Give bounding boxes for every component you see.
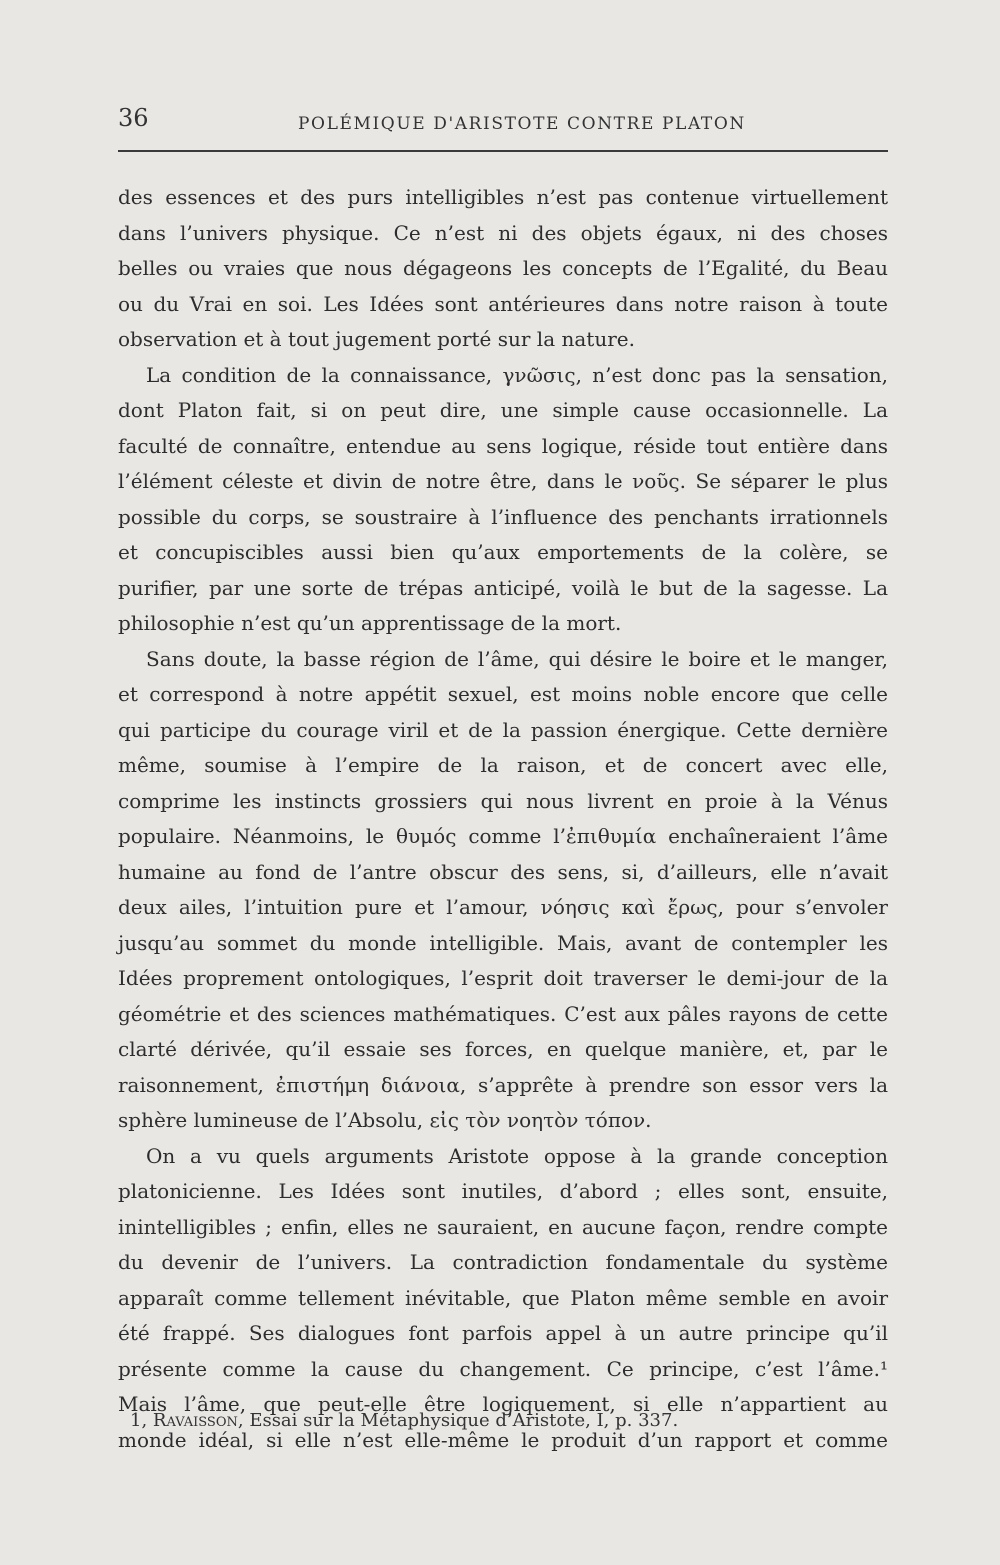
text-line: même, soumise à l’empire de la raison, et de concert avec elle, <box>118 753 888 777</box>
text-line: ou du Vrai en soi. Les Idées sont antérieures dans notre raison à toute <box>118 291 888 316</box>
text-line: platonicienne. Les Idées sont inutiles, d’abord ; elles sont, ensuite, <box>118 1179 888 1203</box>
text-line: et correspond à notre appétit sexuel, est moins noble encore que celle <box>118 682 888 706</box>
text-line: géométrie et des sciences mathématiques. C’est aux pâles rayons de cette <box>118 1001 888 1026</box>
text-line: comprime les instincts grossiers qui nous livrent en proie à la Vénus <box>118 788 888 813</box>
text-line: Idées proprement ontologiques, l’esprit doit traverser le demi-jour de la <box>118 966 888 990</box>
text-line: qui participe du courage viril et de la passion énergique. Cette dernière <box>118 717 888 742</box>
text-line: monde idéal, si elle n’est elle-même le produit d’un rapport et comme <box>118 1427 888 1452</box>
text-line: possible du corps, se soustraire à l’influence des penchants irrationnels <box>118 504 888 529</box>
text-line: jusqu’au sommet du monde intelligible. Mais, avant de contempler les <box>118 930 888 955</box>
text-line: présente comme la cause du changement. Ce principe, c’est l’âme.¹ <box>118 1356 888 1381</box>
text-line: observation et à tout jugement porté sur la nature. <box>118 327 635 351</box>
footnote <box>130 1410 830 1431</box>
text-line: humaine au fond de l’antre obscur des sens, si, d’ailleurs, elle n’avait <box>118 859 888 884</box>
text-line: belles ou vraies que nous dégageons les concepts de l’Egalité, du Beau <box>118 256 888 280</box>
text-line: purifier, par une sorte de trépas anticipé, voilà le but de la sagesse. La <box>118 575 888 600</box>
text-line: l’élément céleste et divin de notre être, dans le νοῦς. Se séparer le plus <box>118 469 888 493</box>
footnote-author: Ravaisson <box>152 1410 238 1431</box>
text-line: et concupiscibles aussi bien qu’aux emportements de la colère, se <box>118 540 888 564</box>
text-line: raisonnement, ἐπιστήμη διάνοια, s’apprête à prendre son essor vers la <box>118 1072 888 1097</box>
text-line: philosophie n’est qu’un apprentissage de la mort. <box>118 611 622 635</box>
text-line: On a vu quels arguments Aristote oppose à la grande conception <box>146 1143 888 1168</box>
header-rule <box>118 150 888 152</box>
text-line: dont Platon fait, si on peut dire, une simple cause occasionnelle. La <box>118 398 888 422</box>
text-line: dans l’univers physique. Ce n’est ni des objets égaux, ni des choses <box>118 220 888 245</box>
page-number: 36 <box>118 104 149 132</box>
text-line: La condition de la connaissance, γνῶσις, n’est donc pas la sensation, <box>146 362 888 387</box>
text-line: clarté dérivée, qu’il essaie ses forces, en quelque manière, et, par le <box>118 1037 888 1061</box>
running-head: POLÉMIQUE D'ARISTOTE CONTRE PLATON <box>298 114 746 134</box>
footnote-number: 1, <box>130 1410 148 1431</box>
text-line: des essences et des purs intelligibles n’est pas contenue virtuellement <box>118 185 888 209</box>
text-line: populaire. Néanmoins, le θυμός comme l’ἐπιθυμία enchaîneraient l’âme <box>118 824 888 848</box>
text-line: Sans doute, la basse région de l’âme, qui désire le boire et le manger, <box>146 646 888 671</box>
text-line: apparaît comme tellement inévitable, que Platon même semble en avoir <box>118 1285 888 1310</box>
text-line: été frappé. Ses dialogues font parfois appel à un autre principe qu’il <box>118 1321 888 1345</box>
footnote-text: , Essai sur la Métaphysique d’Aristote, I, p. 337. <box>237 1410 679 1431</box>
text-line: sphère lumineuse de l’Absolu, εἰς τὸν νοητὸν τόπον. <box>118 1108 652 1132</box>
body-text <box>118 180 888 1458</box>
text-line: Mais l’âme, que peut-elle être logiquement, si elle n’appartient au <box>118 1392 888 1416</box>
text-line: deux ailes, l’intuition pure et l’amour, νόησις καὶ ἔρως, pour s’envoler <box>118 895 888 919</box>
text-line: du devenir de l’univers. La contradiction fondamentale du système <box>118 1250 888 1274</box>
page-header <box>118 100 888 140</box>
text-line: faculté de connaître, entendue au sens logique, réside tout entière dans <box>118 433 888 458</box>
text-line: inintelligibles ; enfin, elles ne sauraient, en aucune façon, rendre compte <box>118 1214 888 1239</box>
